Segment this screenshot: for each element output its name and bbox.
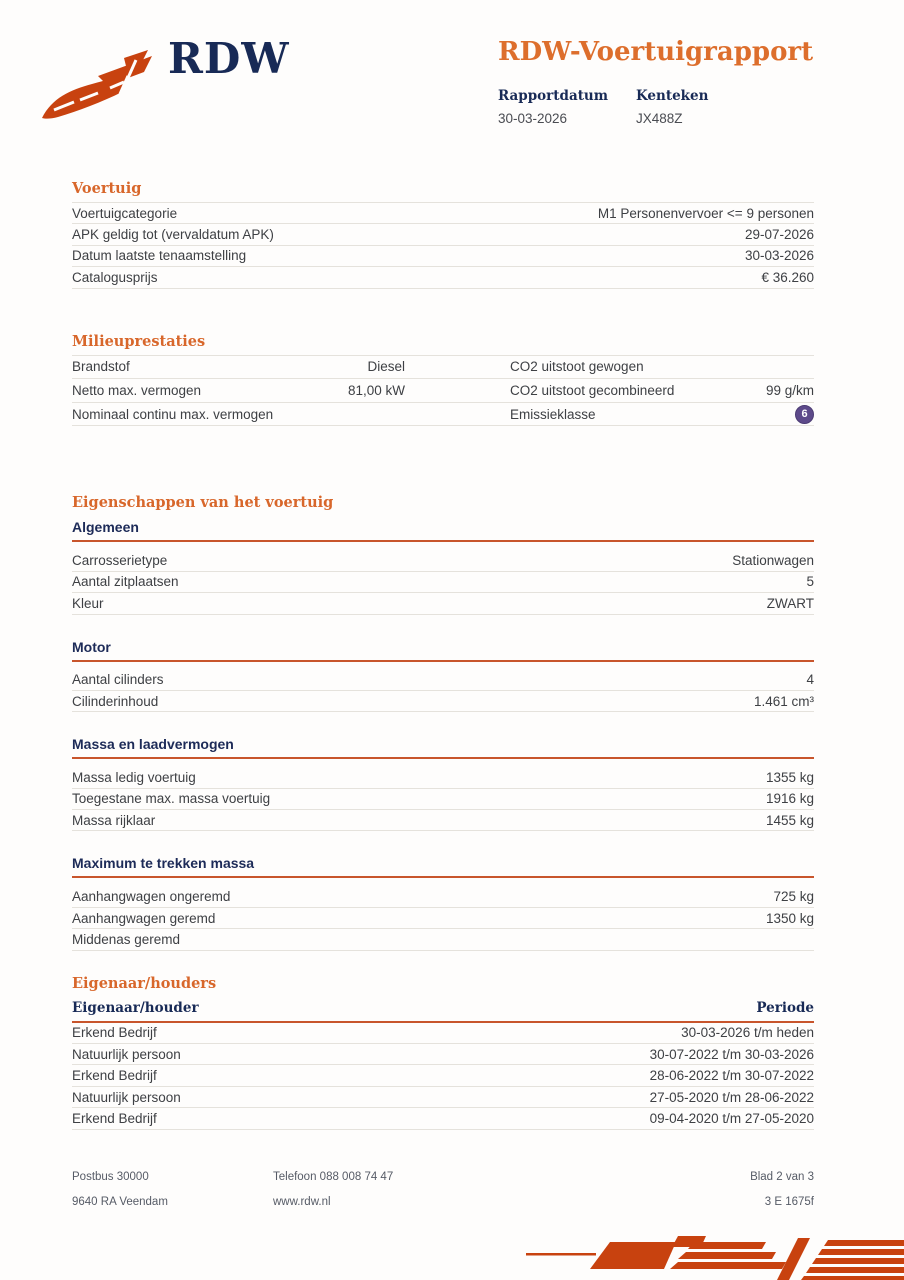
- row-label: Middenas geremd: [72, 931, 181, 947]
- row-label: Carrosserietype: [72, 553, 168, 569]
- row-value: 1350 kg: [765, 910, 814, 926]
- footer-city: 9640 RA Veendam: [72, 1196, 168, 1208]
- report-date-label: Rapportdatum: [498, 87, 609, 104]
- row-label: Cilinderinhoud: [72, 693, 159, 709]
- row-value: 725 kg: [773, 889, 814, 905]
- section-heading-voertuig: Voertuig: [72, 180, 142, 197]
- table-row: [72, 886, 814, 907]
- table-row: [72, 1044, 814, 1065]
- row-value: 4: [806, 672, 814, 688]
- footer-website: www.rdw.nl: [273, 1196, 331, 1208]
- owner-type: Natuurlijk persoon: [72, 1089, 181, 1105]
- table-row: [72, 593, 814, 614]
- footer-phone: Telefoon 088 008 74 47: [273, 1171, 394, 1183]
- milieu-table: [72, 355, 814, 427]
- section-milieuprestaties: [72, 333, 814, 427]
- report-body: [72, 180, 814, 1130]
- license-plate-value: JX488Z: [636, 110, 683, 126]
- row-label: Voertuigcategorie: [72, 205, 178, 221]
- table-row: [72, 670, 814, 691]
- owner-period: 30-07-2022 t/m 30-03-2026: [649, 1046, 814, 1062]
- table-row: [72, 810, 814, 831]
- table-row: [72, 908, 814, 929]
- footer-page-number: Blad 2 van 3: [750, 1171, 814, 1183]
- subsection-trekken: [72, 855, 814, 950]
- subsection-algemeen: [72, 519, 814, 614]
- row-label: Toegestane max. massa voertuig: [72, 791, 271, 807]
- voertuig-table: [72, 202, 814, 289]
- rdw-logo-icon: [40, 48, 158, 126]
- section-heading-eigenschappen: Eigenschappen van het voertuig: [72, 494, 334, 512]
- rdw-speed-stripes-icon: [526, 1234, 904, 1280]
- row-label: Massa rijklaar: [72, 812, 156, 828]
- row-value: 30-03-2026: [744, 248, 814, 264]
- emission-class-badge: 6: [795, 405, 814, 424]
- table-row: [72, 1108, 814, 1129]
- footer-postbus: Postbus 30000: [72, 1171, 149, 1183]
- milieu-right-pair: [510, 405, 814, 424]
- table-row: [72, 1087, 814, 1108]
- row-label: CO2 uitstoot gewogen: [510, 359, 644, 375]
- rdw-brand: [40, 34, 290, 126]
- milieu-left-pair: [72, 407, 405, 422]
- table-row: [72, 224, 814, 245]
- table-row: [72, 1065, 814, 1086]
- owner-period: 09-04-2020 t/m 27-05-2020: [649, 1110, 814, 1126]
- row-label: Brandstof: [72, 359, 130, 375]
- row-label: Netto max. vermogen: [72, 382, 202, 398]
- section-eigenaars: [72, 975, 814, 1130]
- table-row: [72, 572, 814, 593]
- trekken-table: [72, 886, 814, 950]
- owner-type: Erkend Bedrijf: [72, 1110, 157, 1126]
- milieu-right-pair: [510, 383, 814, 398]
- row-value: Diesel: [367, 359, 405, 375]
- table-row: [72, 550, 814, 571]
- row-value: 1355 kg: [765, 769, 814, 785]
- row-value: 81,00 kW: [347, 382, 405, 398]
- row-label: Emissieklasse: [510, 406, 596, 422]
- table-row: [72, 929, 814, 950]
- owner-period: 28-06-2022 t/m 30-07-2022: [649, 1068, 814, 1084]
- row-label: Catalogusprijs: [72, 269, 158, 285]
- algemeen-table: [72, 550, 814, 614]
- subsection-heading-motor: Motor: [72, 639, 814, 662]
- row-value: 99 g/km: [765, 382, 814, 398]
- milieu-left-pair: [72, 359, 405, 374]
- section-heading-eigenaars: Eigenaar/houders: [72, 974, 217, 992]
- row-label: Aanhangwagen geremd: [72, 910, 216, 926]
- owners-table-header: [72, 1000, 814, 1023]
- row-label: Aantal zitplaatsen: [72, 574, 179, 590]
- report-date-block: [498, 88, 636, 126]
- table-row: [72, 379, 814, 403]
- report-title-block: [498, 38, 814, 126]
- row-value: Stationwagen: [732, 553, 814, 569]
- row-label: Massa ledig voertuig: [72, 769, 196, 785]
- page-title: RDW-Voertuigrapport: [498, 37, 814, 67]
- subsection-heading-trekken: Maximum te trekken massa: [72, 855, 814, 878]
- owner-period: 30-03-2026 t/m heden: [681, 1025, 814, 1041]
- row-value: M1 Personenvervoer <= 9 personen: [597, 205, 814, 221]
- license-plate-label: Kenteken: [636, 87, 709, 104]
- table-row: [72, 691, 814, 712]
- row-value: 1.461 cm³: [753, 693, 814, 709]
- section-heading-milieuprestaties: Milieuprestaties: [72, 332, 206, 350]
- motor-table: [72, 670, 814, 713]
- row-label: Aanhangwagen ongeremd: [72, 889, 231, 905]
- table-row: [72, 267, 814, 288]
- row-value: € 36.260: [761, 269, 814, 285]
- owner-period: 27-05-2020 t/m 28-06-2022: [649, 1089, 814, 1105]
- subsection-massa: [72, 736, 814, 831]
- page-footer: [72, 1171, 814, 1221]
- table-row: [72, 356, 814, 380]
- subsection-heading-massa: Massa en laadvermogen: [72, 736, 814, 759]
- row-label: APK geldig tot (vervaldatum APK): [72, 227, 274, 243]
- owners-table: [72, 1023, 814, 1130]
- rdw-wordmark: RDW: [168, 34, 290, 83]
- row-value: 5: [806, 574, 814, 590]
- table-row: [72, 1023, 814, 1044]
- table-row: [72, 789, 814, 810]
- column-header-owner: Eigenaar/houder: [72, 999, 199, 1016]
- column-header-period: Periode: [756, 999, 814, 1016]
- section-voertuig: [72, 180, 814, 289]
- section-eigenschappen: [72, 494, 814, 950]
- table-row: [72, 403, 814, 427]
- row-label: Nominaal continu max. vermogen: [72, 406, 274, 422]
- milieu-left-pair: [72, 383, 405, 398]
- row-value: ZWART: [766, 595, 814, 611]
- footer-contact: [273, 1171, 750, 1221]
- table-row: [72, 767, 814, 788]
- row-value: 1455 kg: [765, 812, 814, 828]
- footer-doc-code: 3 E 1675f: [764, 1196, 814, 1208]
- license-plate-block: [636, 88, 774, 126]
- report-header: [40, 34, 814, 126]
- row-value: 1916 kg: [765, 791, 814, 807]
- table-row: [72, 203, 814, 224]
- row-label: Kleur: [72, 595, 104, 611]
- report-date-value: 30-03-2026: [498, 110, 568, 126]
- report-meta: [498, 88, 814, 126]
- row-value: 29-07-2026: [744, 227, 814, 243]
- footer-pagination: [750, 1171, 814, 1221]
- owner-type: Erkend Bedrijf: [72, 1025, 157, 1041]
- subsection-heading-algemeen: Algemeen: [72, 519, 814, 542]
- row-label: Aantal cilinders: [72, 672, 164, 688]
- table-row: [72, 246, 814, 267]
- massa-table: [72, 767, 814, 831]
- row-label: Datum laatste tenaamstelling: [72, 248, 247, 264]
- owner-type: Natuurlijk persoon: [72, 1046, 181, 1062]
- subsection-motor: [72, 639, 814, 713]
- footer-address: [72, 1171, 273, 1221]
- milieu-right-pair: [510, 359, 814, 374]
- owner-type: Erkend Bedrijf: [72, 1068, 157, 1084]
- row-label: CO2 uitstoot gecombineerd: [510, 382, 675, 398]
